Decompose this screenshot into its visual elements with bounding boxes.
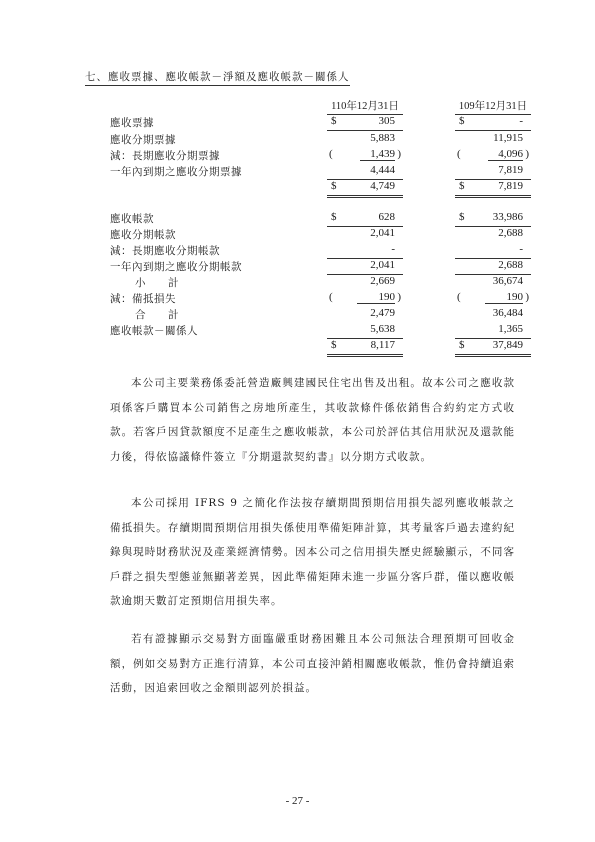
paragraph-business: 本公司主要業務係委託營造廠興建國民住宅出售及出租。故本公司之應收款項係客戶購買本公司銷售之房地所產生，其收款條件係依銷售合約約定方式收款。若客戶因貸款額度不足產生之應收帳款，本公司於評估其信用狀況及還款能力後，得依協議條件簽立『分期還款契約書』以分期方式收款。 bbox=[110, 377, 515, 463]
paragraph-ifrs9: 本公司採用 IFRS 9 之簡化作法按存續期間預期信用損失認列應收帳款之備抵損失。存續期間預期信用損失係使用準備矩陣計算，其考量客戶過去違約紀錄與現時財務狀況及產業經濟情勢。因本公司之信用損失歷史經驗顯示，不同客戶群之損失型態並無顯著差異，因此準備矩陣未進一步區分客戶群，僅以應收帳款逾期天數訂定預期信用損失率。 bbox=[110, 497, 515, 607]
total-cell: $ 7,819 bbox=[455, 180, 531, 198]
total-cell: $ 8,117 bbox=[327, 339, 403, 357]
value-cell: 11,915 bbox=[493, 132, 523, 144]
page-number: - 27 - bbox=[285, 795, 310, 807]
value-cell: ( 4,096 ) bbox=[457, 148, 529, 160]
value-cell: - bbox=[455, 243, 531, 259]
row-label: 應收帳款 bbox=[110, 213, 154, 225]
column-header-2020: 109年12月31日 bbox=[455, 98, 531, 115]
paragraph-writeoff: 若有證據顯示交易對方面臨嚴重財務困難且本公司無法合理預期可回收金額，例如交易對方正進行清算，本公司直接沖銷相關應收帳款，惟仍會持續追索活動，因追索回收之金額則認列於損益。 bbox=[110, 633, 515, 694]
value-cell: 36,484 bbox=[492, 307, 523, 319]
row-label: 減：備抵損失 bbox=[110, 293, 176, 305]
row-label: 一年內到期之應收分期票據 bbox=[110, 166, 242, 178]
value-cell: 5,638 bbox=[327, 323, 403, 339]
value-cell: 2,688 bbox=[498, 227, 523, 239]
value-cell: ( 1,439 ) bbox=[329, 148, 401, 160]
row-label: 應收帳款－關係人 bbox=[110, 325, 198, 337]
value-cell: 36,674 bbox=[492, 275, 523, 287]
value-cell: 7,819 bbox=[455, 164, 531, 180]
value-cell: ( 190 ) bbox=[457, 291, 529, 303]
value-cell: $ 305 bbox=[327, 115, 403, 131]
value-cell: - bbox=[327, 243, 403, 259]
row-label: 一年內到期之應收分期帳款 bbox=[110, 261, 242, 273]
section-heading: 七、應收票據、應收帳款－淨額及應收帳款－關係人 bbox=[85, 69, 350, 86]
value-cell: 5,883 bbox=[370, 132, 395, 144]
row-label-total: 合 計 bbox=[135, 309, 179, 321]
total-cell: $ 37,849 bbox=[455, 339, 531, 357]
column-header-2021: 110年12月31日 bbox=[327, 98, 403, 115]
value-cell: $ - bbox=[455, 115, 531, 131]
row-label: 減：長期應收分期帳款 bbox=[110, 245, 220, 257]
value-cell: 1,365 bbox=[455, 323, 531, 339]
value-cell: 4,444 bbox=[327, 164, 403, 180]
row-label-subtotal: 小 計 bbox=[135, 277, 179, 289]
row-label: 應收票據 bbox=[110, 117, 154, 129]
value-cell: 2,688 bbox=[455, 259, 531, 275]
row-label: 應收分期票據 bbox=[110, 134, 176, 146]
value-cell: 2,479 bbox=[370, 307, 395, 319]
value-cell: $ 33,986 bbox=[455, 211, 531, 227]
value-cell: $ 628 bbox=[327, 211, 403, 227]
row-label: 應收分期帳款 bbox=[110, 229, 176, 241]
value-cell: 2,041 bbox=[370, 227, 395, 239]
value-cell: 2,669 bbox=[370, 275, 395, 287]
total-cell: $ 4,749 bbox=[327, 180, 403, 198]
value-cell: ( 190 ) bbox=[329, 291, 401, 303]
row-label: 減：長期應收分期票據 bbox=[110, 150, 220, 162]
value-cell: 2,041 bbox=[327, 259, 403, 275]
